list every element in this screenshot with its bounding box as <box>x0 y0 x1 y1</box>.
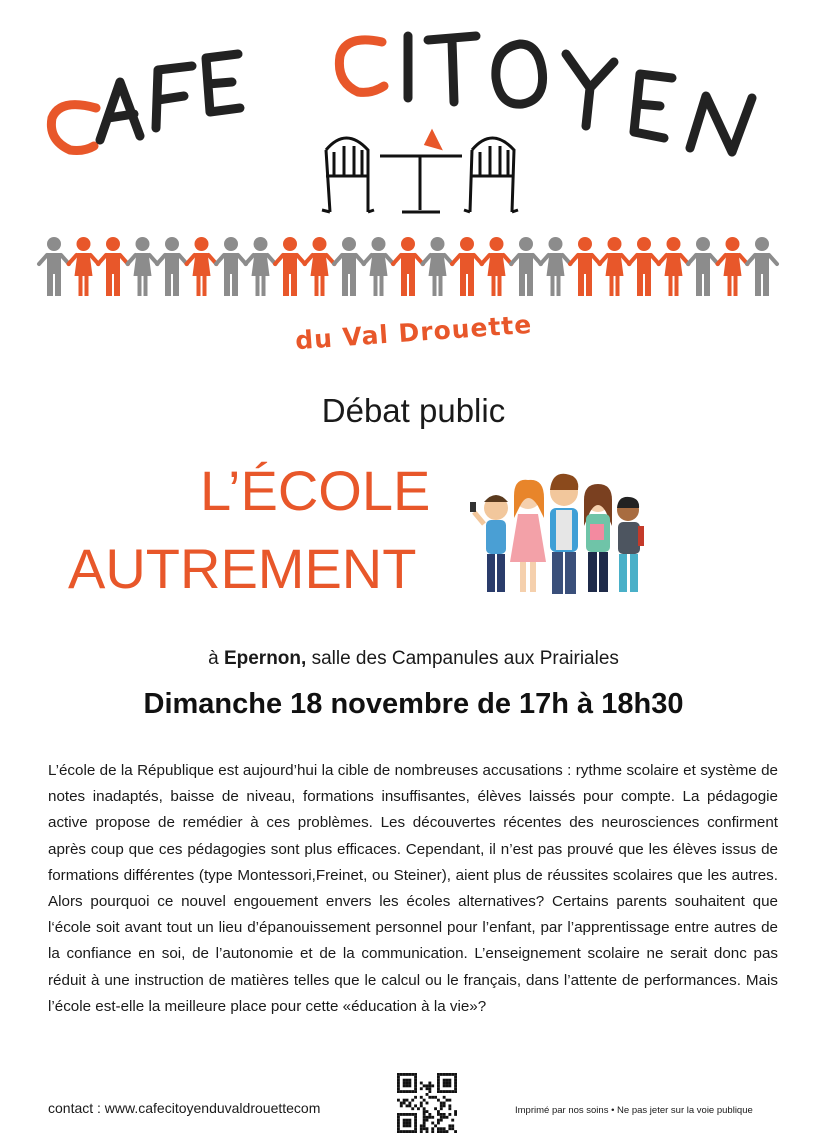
subtitle-text: du Val Drouette <box>294 309 533 356</box>
person-figure <box>334 237 364 296</box>
venue-prefix: à <box>208 648 224 669</box>
qr-code-icon[interactable] <box>397 1073 457 1133</box>
person-figure <box>570 237 600 296</box>
person-figure <box>69 237 99 296</box>
headline-line1: L’ÉCOLE <box>200 459 431 522</box>
schoolchildren-illustration <box>466 470 656 600</box>
person-figure <box>452 237 482 296</box>
person-figure <box>511 237 541 296</box>
person-figure <box>688 237 718 296</box>
person-figure <box>629 237 659 296</box>
person-figure <box>39 237 69 296</box>
venue-rest: salle des Campanules aux Prairiales <box>306 648 619 669</box>
contact-link[interactable]: contact : www.cafecitoyenduvaldrouettecom <box>48 1100 321 1116</box>
event-datetime: Dimanche 18 novembre de 17h à 18h30 <box>143 688 684 720</box>
person-figure <box>600 237 630 296</box>
person-figure <box>305 237 335 296</box>
person-figure <box>187 237 217 296</box>
subtitle <box>0 309 827 356</box>
person-figure <box>718 237 748 296</box>
person-figure <box>157 237 187 296</box>
people-chain-icon <box>39 237 777 296</box>
venue-town: Epernon, <box>223 648 307 669</box>
print-note: Imprimé par nos soins • Ne pas jeter sur la voie publique <box>515 1105 753 1116</box>
event-kicker: Débat public <box>321 392 506 429</box>
cafe-citoyen-logo <box>0 0 827 310</box>
headline-line2: AUTREMENT <box>68 537 417 600</box>
person-figure <box>128 237 158 296</box>
body-paragraph: L’école de la République est aujourd’hui la cible de nombreuses accusations : rythme scolaire et système de notes inadaptés, baisse de niveau, formations insuffisantes, élèves laissés pour compte. La pédagogie active propose de remédier à ces problèmes. Les découvertes récentes des neurosciences confirment après coup que ces pédagogies sont plus efficaces. Cependant, il n’est pas prouvé que les élèves issus de formations différentes (type Montessori,Freinet, ou Steiner), aient plus de réussites scolaires que les autres. Alors pourquoi ce nouvel engouement envers les écoles alternatives? Certains parents souhaitent que l‘école soit avant tout un lieu d’épanouissement personnel pour l’enfant, par l’apprentissage entre autres de la confiance en soi, de l’autonomie et de la communication. L’enseignement scolaire ne serait donc pas réduit à une instruction de matières telles que le calcul ou le français, dans l’attente de performances. Mais l’école est-elle la meilleure place pour cette «éducation à la vie»? <box>48 762 778 1015</box>
person-figure <box>659 237 689 296</box>
person-figure <box>275 237 305 296</box>
person-figure <box>423 237 453 296</box>
person-figure <box>98 237 128 296</box>
person-figure <box>747 237 777 296</box>
person-figure <box>246 237 276 296</box>
cafe-table-chairs-icon <box>322 132 518 212</box>
event-venue <box>0 648 827 670</box>
person-figure <box>216 237 246 296</box>
person-figure <box>541 237 571 296</box>
person-figure <box>393 237 423 296</box>
person-figure <box>364 237 394 296</box>
person-figure <box>482 237 512 296</box>
